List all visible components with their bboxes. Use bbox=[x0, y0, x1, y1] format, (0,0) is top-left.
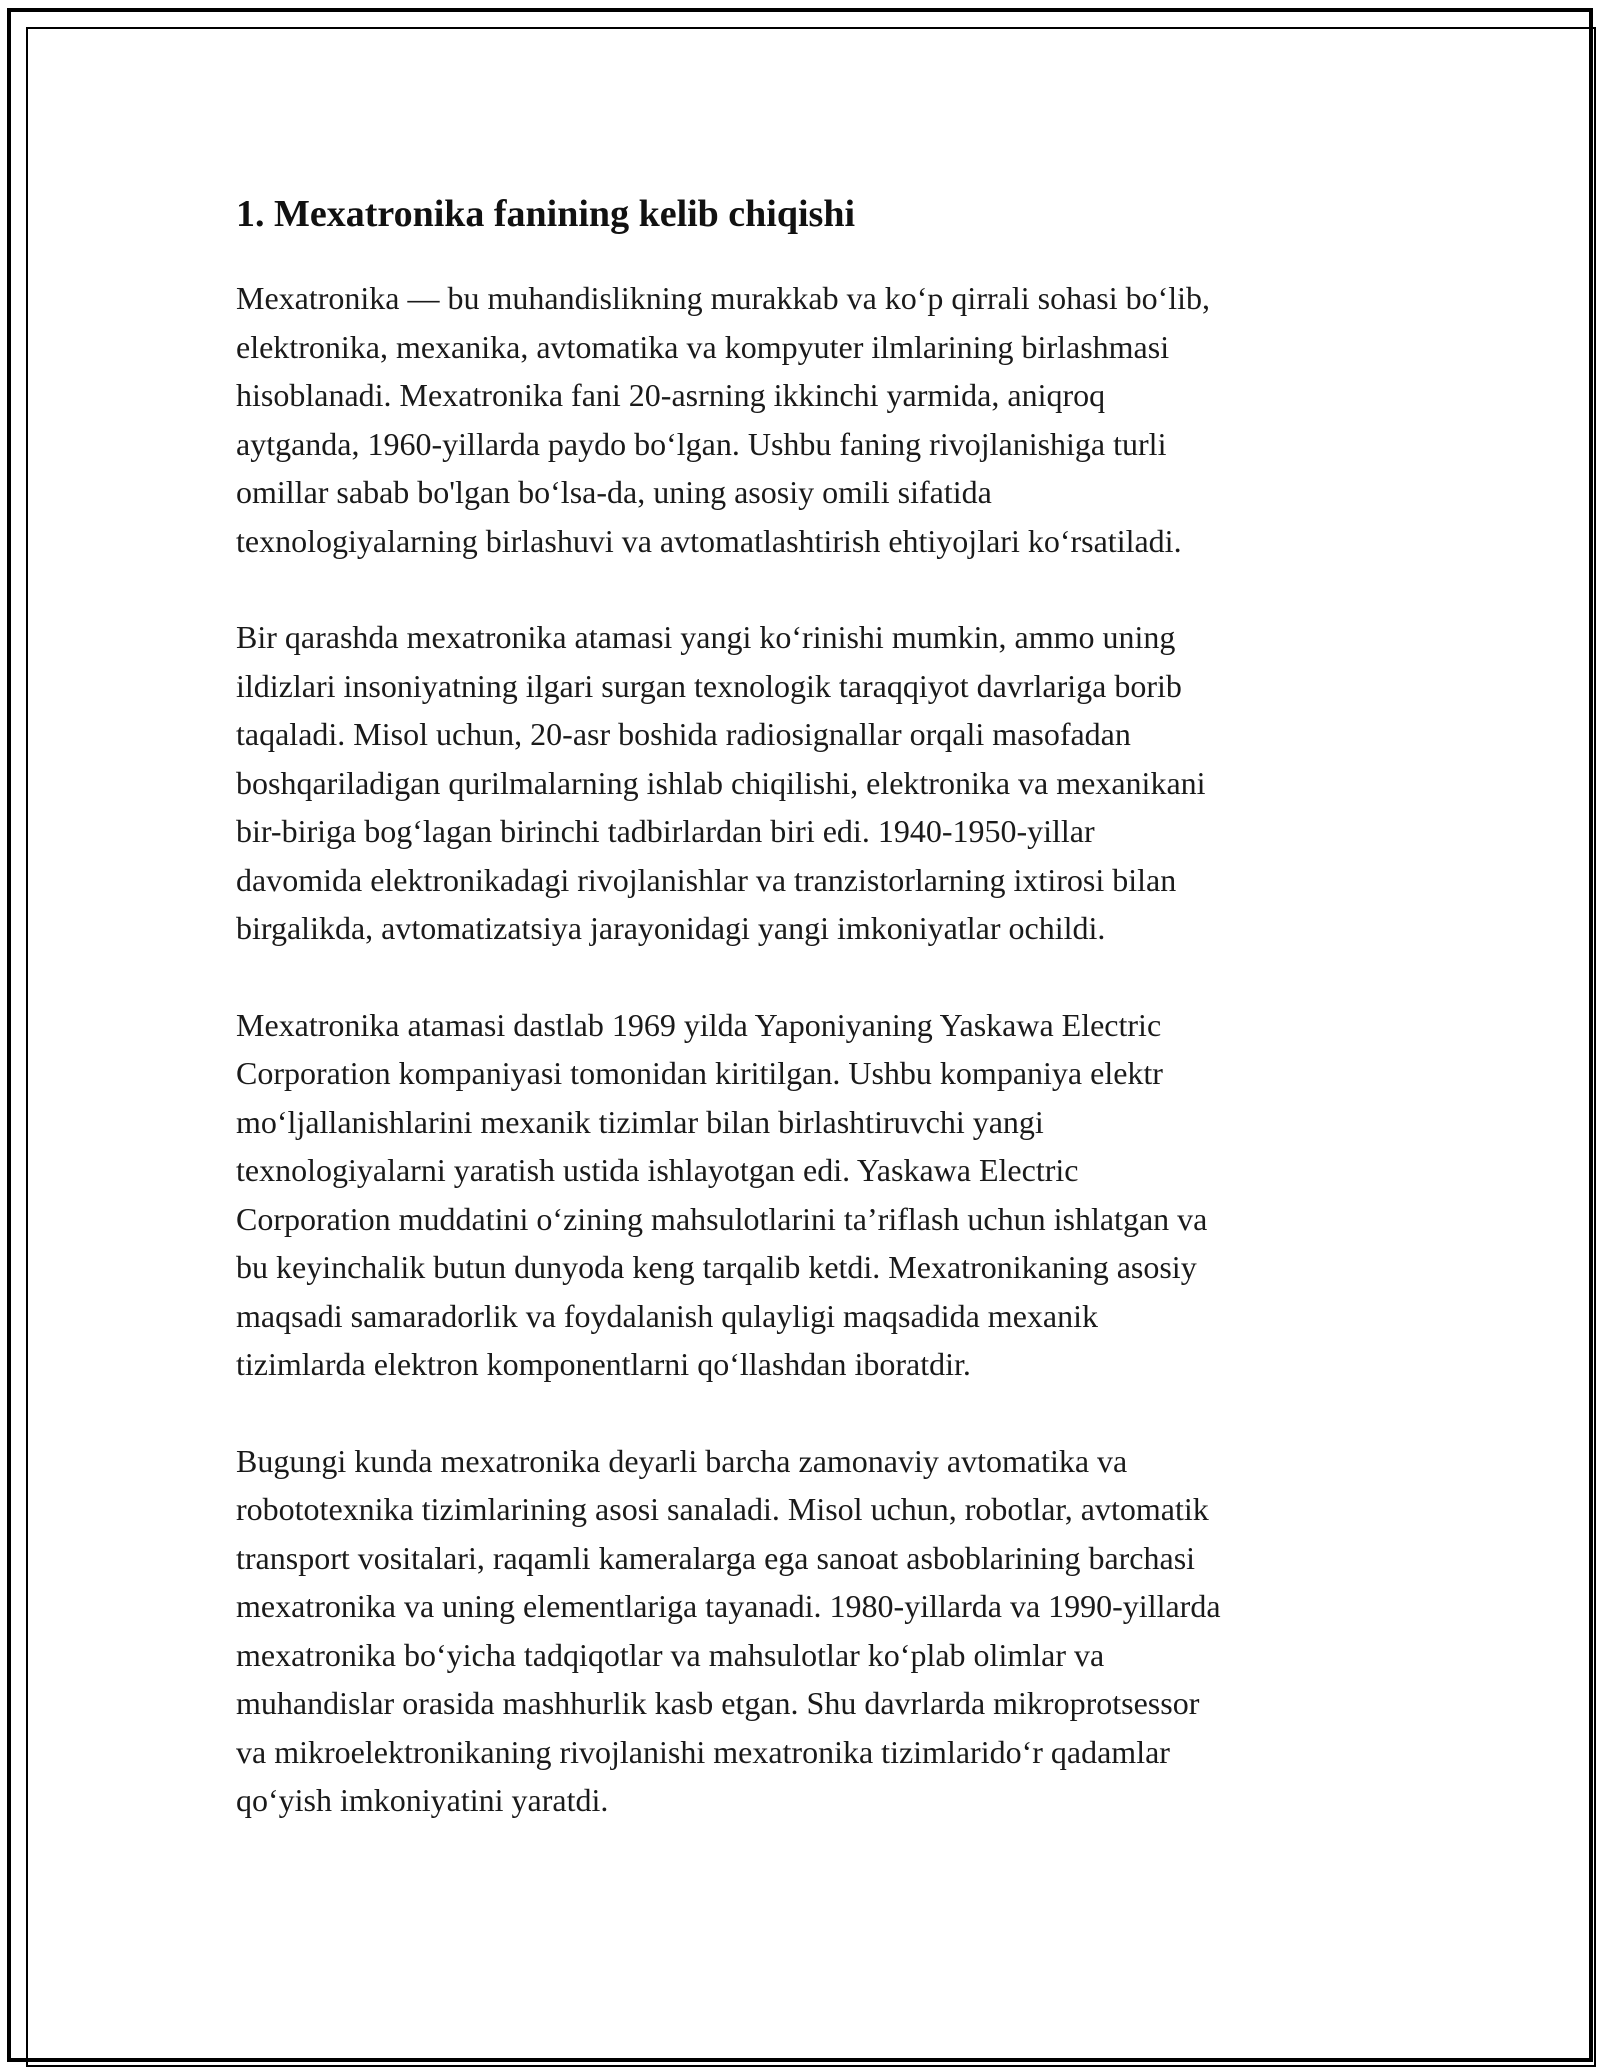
paragraph-3: Mexatronika atamasi dastlab 1969 yilda Yaponiyaning Yaskawa Electric Corporation kompaniyasi tomonidan kiritilgan. Ushbu kompaniya elektr mo‘ljallanishlarini mexanik tizimlar bilan birlashtiruvchi yangi texnologiyalarni yaratish ustida ishlayotgan edi. Yaskawa Electric Corporation muddatini o‘zining mahsulotlarini ta’riflash uchun ishlatgan va bu keyinchalik butun dunyoda keng tarqalib ketdi. Mexatronikaning asosiy maqsadi samaradorlik va foydalanish qulayligi maqsadida mexanik tizimlarda elektron komponentlarni qo‘llashdan iboratdir. bbox=[236, 1006, 1208, 1382]
document-body bbox=[236, 184, 1376, 1873]
section-heading: 1. Mexatronika fanining kelib chiqishi bbox=[236, 193, 856, 235]
paragraph-1: Mexatronika — bu muhandislikning murakkab va ko‘p qirrali sohasi bo‘lib, elektronika, mexanika, avtomatika va kompyuter ilmlarining birlashmasi hisoblanadi. Mexatronika fani 20-asrning ikkinchi yarmida, aniqroq aytganda, 1960-yillarda paydo bo‘lgan. Ushbu faning rivojlanishiga turli omillar sabab bo'lgan bo‘lsa-da, uning asosiy omili sifatida texnologiyalarning birlashuvi va avtomatlashtirish ehtiyojlari ko‘rsatiladi. bbox=[236, 280, 1211, 559]
paragraph-4: Bugungi kunda mexatronika deyarli barcha zamonaviy avtomatika va robototexnika tizimlarining asosi sanaladi. Misol uchun, robotlar, avtomatik transport vositalari, raqamli kameralarga ega sanoat asboblarining barchasi mexatronika va uning elementlariga tayanadi. 1980-yillarda va 1990-yillarda mexatronika bo‘yicha tadqiqotlar va mahsulotlar ko‘plab olimlar va muhandislar orasida mashhurlik kasb etgan. Shu davrlarda mikroprotsessor va mikroelektronikaning rivojlanishi mexatronika tizimlarido‘r qadamlar qo‘yish imkoniyatini yaratdi. bbox=[236, 1442, 1221, 1818]
paragraph-2: Bir qarashda mexatronika atamasi yangi ko‘rinishi mumkin, ammo uning ildizlari insoniyatning ilgari surgan texnologik taraqqiyot davrlariga borib taqaladi. Misol uchun, 20-asr boshida radiosignallar orqali masofadan boshqariladigan qurilmalarning ishlab chiqilishi, elektronika va mexanikani bir-biriga bog‘lagan birinchi tadbirlardan biri edi. 1940-1950-yillar davomida elektronikadagi rivojlanishlar va tranzistorlarning ixtirosi bilan birgalikda, avtomatizatsiya jarayonidagi yangi imkoniyatlar ochildi. bbox=[236, 619, 1206, 946]
